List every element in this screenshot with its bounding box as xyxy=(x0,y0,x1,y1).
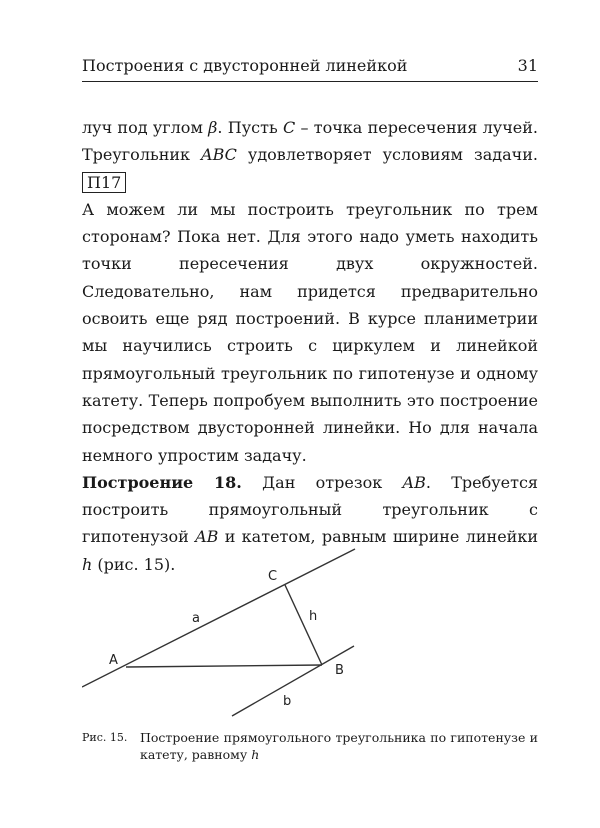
text-run: удовлетворяет условиям задачи. xyxy=(236,145,538,165)
label-B: B xyxy=(335,663,344,678)
problem-reference-box: П17 xyxy=(82,172,126,193)
math-h: h xyxy=(251,747,260,762)
segment-ch xyxy=(285,585,322,665)
text-run: луч под углом xyxy=(82,118,209,137)
caption-text-run: Построение прямоугольного треугольника по гипотенузе и катету, равному xyxy=(140,730,538,762)
text-run: Дан отрезок xyxy=(241,472,403,492)
caption-text xyxy=(140,729,538,763)
paragraph-1 xyxy=(82,114,538,196)
page-number: 31 xyxy=(517,56,538,75)
label-b: b xyxy=(283,694,292,709)
paragraph-2: А можем ли мы построить треугольник по трем сторонам? Пока нет. Для этого надо уметь находить точки пересечения двух окружностей. Следовательно, нам придется предварительно освоить еще ряд построений. В курсе планиметрии мы научились строить с циркулем и линейкой прямоугольный треугольник по гипотенузе и одному катету. Теперь попробуем выполнить это построение посредством двусторонней линейки. Но для начала немного упростим задачу. xyxy=(82,199,538,465)
header-title: Построения с двусторонней линейкой xyxy=(82,56,408,75)
math-h: h xyxy=(82,554,93,574)
text-run: . Пусть xyxy=(217,118,283,137)
text-run: и катетом, равным ширине линейки xyxy=(218,527,538,547)
figure-caption xyxy=(82,729,538,763)
segment-ab xyxy=(126,665,322,667)
math-c: C xyxy=(282,118,296,137)
math-ab: AB xyxy=(195,527,219,547)
label-a: a xyxy=(192,611,200,626)
figure-15 xyxy=(82,543,538,723)
math-abc: ABC xyxy=(201,145,237,165)
running-header xyxy=(82,56,538,82)
construction-title: Построение 18. xyxy=(82,472,242,492)
main-text xyxy=(82,114,538,578)
label-A: A xyxy=(109,653,118,668)
line-b-parallel xyxy=(232,646,354,716)
text-run: – точка пересечения лучей. Треугольник xyxy=(82,118,539,165)
math-ab: AB xyxy=(402,472,426,492)
text-run: . Требуется построить прямоугольный треугольник с гипотенузой xyxy=(82,472,539,547)
caption-label: Рис. 15. xyxy=(82,731,128,744)
label-h: h xyxy=(309,609,318,624)
math-beta: β xyxy=(208,118,218,137)
text-run: (рис. 15). xyxy=(92,554,176,574)
label-C: C xyxy=(268,569,278,584)
